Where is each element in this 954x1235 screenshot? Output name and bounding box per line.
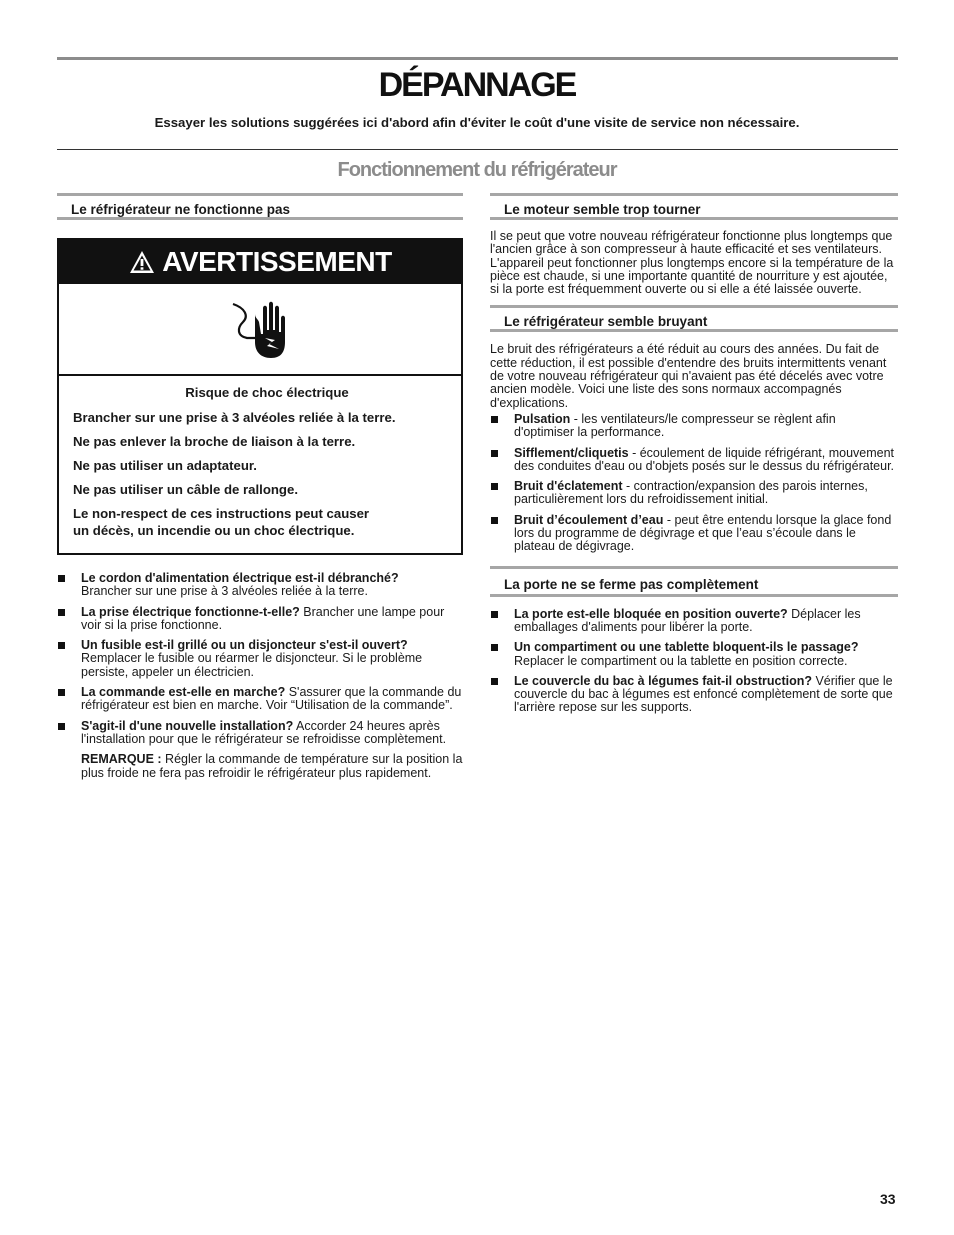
- warning-consequence: Le non-respect de ces instructions peut causer un décès, un incendie ou un choc électrique.: [73, 506, 370, 538]
- left-checklist: [57, 572, 463, 780]
- list-item: Sifflement/cliquetis - écoulement de liquide réfrigérant, mouvement des conduites d'eau ou d'objets posés sur le dessus du réfrigérateur.: [490, 447, 898, 474]
- list-item: Bruit d'éclatement - contraction/expansion des parois internes, particulièrement lors du refroidissement initial.: [490, 480, 898, 507]
- section-heading-door: La porte ne se ferme pas complètement: [490, 566, 898, 597]
- warning-risk: Risque de choc électrique: [185, 385, 349, 400]
- list-item: La porte est-elle bloquée en position ouverte? Déplacer les emballages d'aliments pour libérer la porte.: [490, 608, 898, 635]
- right-column: [490, 193, 898, 722]
- list-item: La commande est-elle en marche? S'assurer que la commande du réfrigérateur est bien en marche. Voir “Utilisation de la commande”.: [57, 686, 463, 713]
- left-column: [57, 193, 463, 787]
- page-title: DÉPANNAGE: [378, 66, 576, 104]
- section-heading-not-working: Le réfrigérateur ne fonctionne pas: [57, 193, 463, 220]
- page-number: 33: [880, 1191, 896, 1207]
- list-item: Pulsation - les ventilateurs/le compresseur se règlent afin d'optimiser la performance.: [490, 413, 898, 440]
- section-heading-noise: Le réfrigérateur semble bruyant: [490, 305, 898, 332]
- shock-icon-box: [59, 284, 461, 376]
- list-item: Un compartiment ou une tablette bloquent-ils le passage? Replacer le compartiment ou la tablette en position correcte.: [490, 641, 898, 668]
- warning-line: Ne pas utiliser un adaptateur.: [73, 458, 257, 473]
- divider: [57, 149, 898, 150]
- list-item: Le cordon d'alimentation électrique est-il débranché? Brancher sur une prise à 3 alvéoles reliée à la terre.: [57, 572, 463, 599]
- list-item: Bruit d’écoulement d’eau - peut être entendu lorsque la glace fond lors du programme de dégivrage et que l’eau s’écoule dans le plateau de dégivrage.: [490, 514, 898, 554]
- list-item: La prise électrique fonctionne-t-elle? Brancher une lampe pour voir si la prise fonctionne.: [57, 606, 463, 633]
- electric-shock-hand-icon: [225, 294, 295, 364]
- list-item: Un fusible est-il grillé ou un disjoncteur s'est-il ouvert? Remplacer le fusible ou réarmer le disjoncteur. Si le problème persiste, appeler un électricien.: [57, 639, 463, 679]
- warning-line: Brancher sur une prise à 3 alvéoles reliée à la terre.: [73, 410, 396, 425]
- top-rule: [57, 57, 898, 60]
- motor-paragraph: Il se peut que votre nouveau réfrigérateur fonctionne plus longtemps que l'ancien grâce à son compresseur à haute efficacité et ses ventilateurs. L'appareil peut fonctionner plus longtemps encore si la température de la pièce est chaude, si une importante quantité de nourriture y est ajoutée, si la porte est fréquemment ouverte ou si elle a été laissée ouverte.: [490, 229, 894, 297]
- warning-box: [57, 238, 463, 555]
- noise-list: [490, 413, 898, 554]
- section-heading-motor: Le moteur semble trop tourner: [490, 193, 898, 220]
- warning-line: Ne pas utiliser un câble de rallonge.: [73, 482, 298, 497]
- warning-triangle-icon: [128, 249, 156, 275]
- intro-text: Essayer les solutions suggérées ici d'abord afin d'éviter le coût d'une visite de service non nécessaire.: [154, 115, 800, 130]
- warning-label: AVERTISSEMENT: [162, 246, 392, 277]
- noise-paragraph: Le bruit des réfrigérateurs a été réduit au cours des années. Du fait de cette réduction, il est possible d'entendre des bruits intermittents venant de votre nouveau réfrigérateur qui n'avaient pas été décelés avec votre ancien modèle. Voici une liste des sons normaux accompagnés d'explications.: [490, 342, 887, 410]
- warning-body: [59, 376, 461, 553]
- list-item: Le couvercle du bac à légumes fait-il obstruction? Vérifier que le couvercle du bac à légumes est enfoncé complètement de sorte que l'arrière repose sur les supports.: [490, 675, 898, 715]
- list-item: S'agit-il d'une nouvelle installation? Accorder 24 heures après l'installation pour que le réfrigérateur se refroidisse complètement.: [57, 720, 463, 747]
- note: REMARQUE : Régler la commande de température sur la position la plus froide ne fera pas refroidir le réfrigérateur plus rapidement.: [81, 752, 463, 780]
- door-list: [490, 608, 898, 715]
- warning-line: Ne pas enlever la broche de liaison à la terre.: [73, 434, 356, 449]
- warning-header: [59, 240, 461, 284]
- section-subtitle: Fonctionnement du réfrigérateur: [337, 159, 617, 181]
